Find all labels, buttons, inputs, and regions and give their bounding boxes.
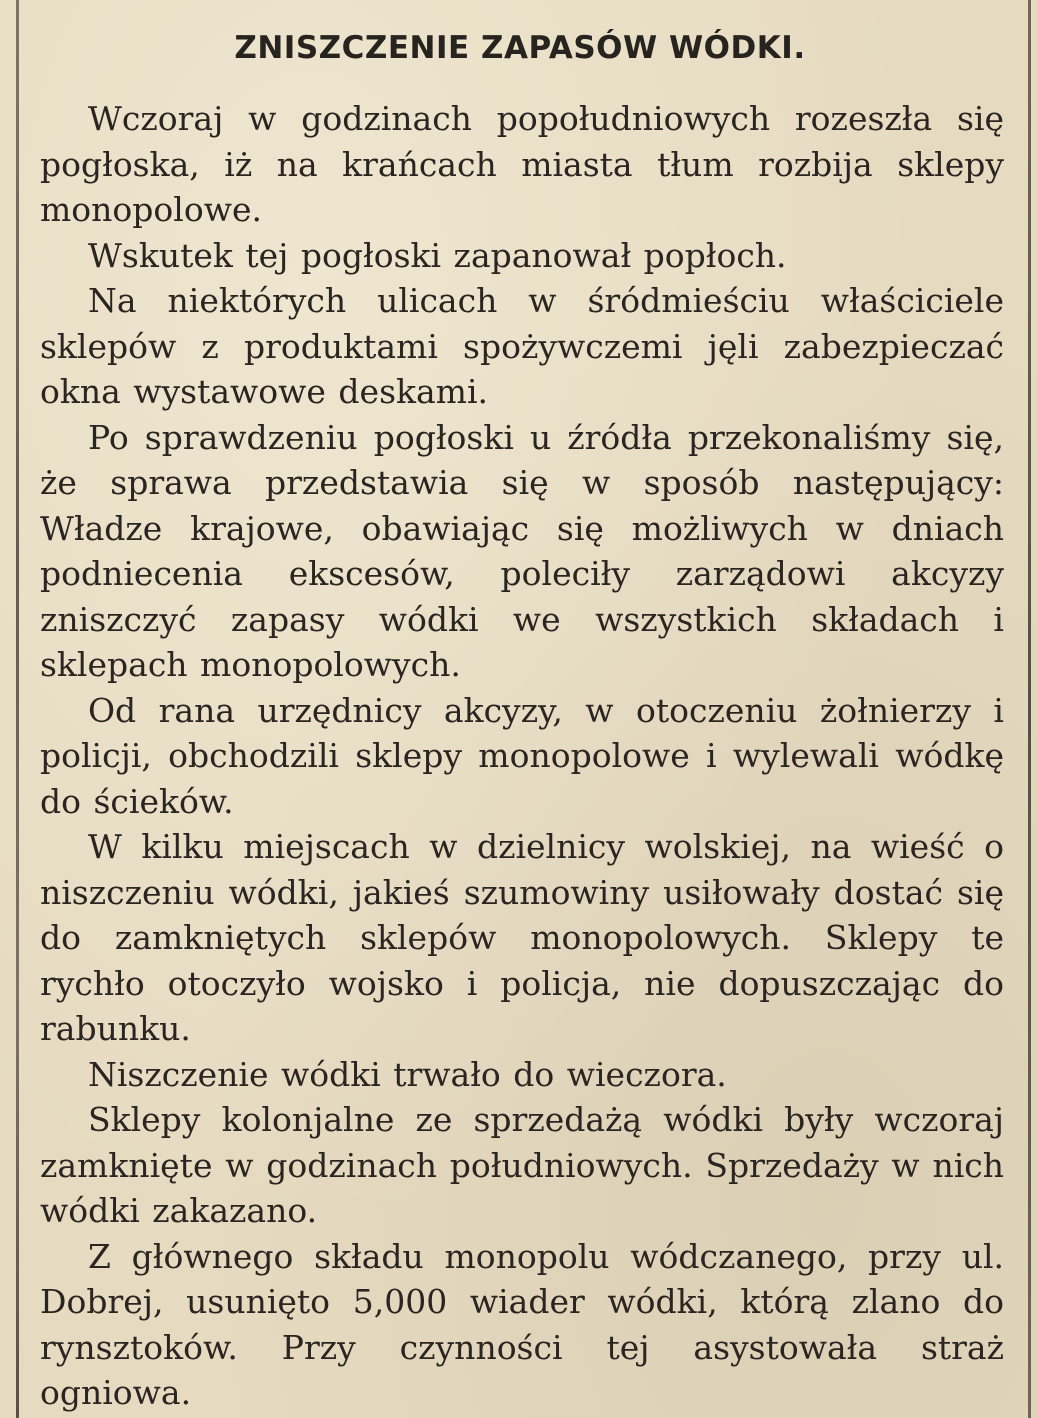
paragraph-until-evening: Niszczenie wódki trwało do wieczora. xyxy=(88,1054,727,1094)
article-headline: ZNISZCZENIE ZAPASÓW WÓDKI. xyxy=(234,30,806,66)
paragraph-main-warehouse: Z głównego składu monopolu wódczanego, przy ul. Dobrej, usunięto 5,000 wiader wódki, którą zlano do rynsztoków. Przy czynności tej asystowała straż ogniowa. xyxy=(40,1236,1004,1412)
right-column-rule xyxy=(1028,0,1031,1418)
paragraph-shop-windows: Na niektórych ulicach w śródmieściu właściciele sklepów z produktami spożywczemi jęli zabezpieczać okna wystawowe deskami. xyxy=(40,281,1004,411)
paragraph-colonial-shops: Sklepy kolonjalne ze sprzedażą wódki były wczoraj zamknięte w godzinach południowych. Sprzedaży w nich wódki zakazano. xyxy=(40,1100,1004,1230)
paragraph-rumor: Wczoraj w godzinach popołudniowych rozeszła się pogłoska, iż na krańcach miasta tłum rozbija sklepy monopolowe. xyxy=(40,99,1004,229)
paragraph-authorities-order: Po sprawdzeniu pogłoski u źródła przekonaliśmy się, że sprawa przedstawia się w sposób następujący: Władze krajowe, obawiając się możliwych w dniach podniecenia ekscesów, poleciły zarządowi akcyzy zniszczyć zapasy wódki we wszystkich składach i sklepach monopolowych. xyxy=(40,417,1004,684)
paragraph-panic: Wskutek tej pogłoski zapanował popłoch. xyxy=(88,235,787,275)
paragraph-wola-district: W kilku miejscach w dzielnicy wolskiej, na wieść o niszczeniu wódki, jakieś szumowiny usiłowały dostać się do zamkniętych sklepów monopolowych. Sklepy te rychło otoczyło wojsko i policja, nie dopuszczając do rabunku. xyxy=(40,827,1004,1048)
article-body xyxy=(40,96,1004,1416)
paragraph-excise-officials: Od rana urzędnicy akcyzy, w otoczeniu żołnierzy i policji, obchodzili sklepy monopolowe i wylewali wódkę do ścieków. xyxy=(40,690,1004,821)
left-column-rule xyxy=(16,0,19,1418)
